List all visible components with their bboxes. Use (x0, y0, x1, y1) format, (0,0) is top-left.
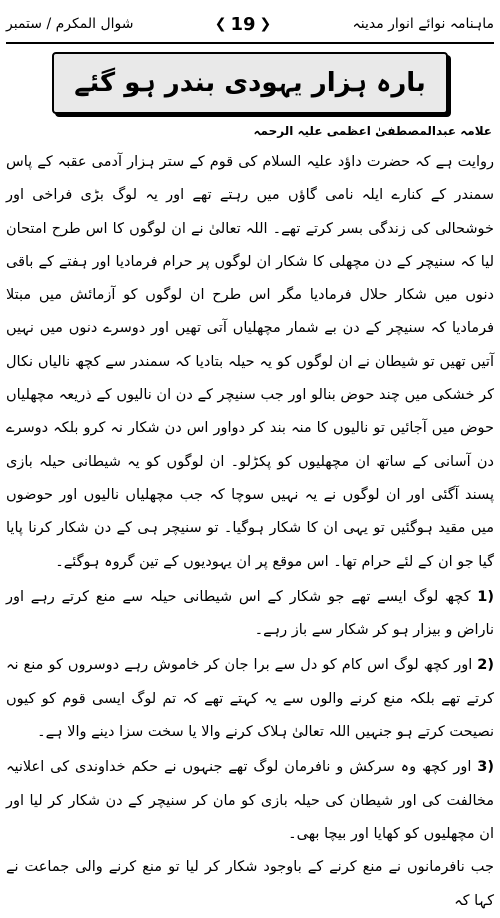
article-title: بارہ ہزار یہودی بندر ہو گئے (74, 68, 426, 98)
ornament-left-icon: ❮ (214, 16, 227, 32)
issue-label: شوال المکرم / ستمبر (6, 16, 134, 32)
intro-paragraph: روایت ہے کہ حضرت داؤد علیہ السلام کی قوم کے ستر ہزار آدمی عقبہ کے پاس سمندر کے کنارے ایلہ نامی گاؤں میں رہتے تھے اور یہ لوگ بڑی فراخی اور خوشحالی کی زندگی بسر کرتے تھے۔ اللہ تعالیٰ نے ان لوگوں کا اس طرح امتحان لیا کہ سنیچر کے دن مچھلی کا شکار ان لوگوں پر حرام فرمادیا اور ہفتے کے باقی دنوں میں شکار حلال فرمادیا مگر اس طرح ان لوگوں کو آزمائش میں مبتلا فرمادیا کہ سنیچر کے دن بے شمار مچھلیاں آتی تھیں اور دوسرے دنوں میں نہیں آتیں تھیں تو شیطان نے ان لوگوں کو یہ حیلہ بتادیا کہ سمندر سے کچھ نالیاں نکال کر خشکی میں چند حوض بنالو اور جب سنیچر کے دن ان نالیوں کے ذریعہ مچھلیاں حوض میں آجائیں تو نالیوں کا منہ بند کر دواور اس دن شکار نہ کرو بلکہ دوسرے دن آسانی کے ساتھ ان مچھلیوں کو پکڑلو۔ ان لوگوں کو یہ شیطانی حیلہ بازی پسند آگئی اور ان لوگوں نے یہ نہیں سوچا کہ جب مچھلیاں نالیوں اور حوضوں میں مقید ہوگئیں تو یہی ان کا شکار ہوگیا۔ تو سنیچر ہی کے دن شکار کرنا پایا گیا جو ان کے لئے حرام تھا۔ اس موقع پر ان یہودیوں کے تین گروہ ہوگئے۔ (6, 154, 494, 570)
page-number: 19 (230, 13, 256, 35)
page-number-box (215, 14, 272, 35)
article-body (6, 146, 495, 909)
ornament-right-icon: ❯ (259, 16, 272, 32)
group-text: اور کچھ وہ سرکش و نافرمان لوگ تھے جنہوں نے حکم خداوندی کی اعلانیہ مخالفت کی اور شیطان کی حیلہ بازی کو مان کر سنیچر کے دن شکار کر لیا اور ان مچھلیوں کو کھایا اور بیچا بھی۔ (6, 759, 494, 842)
article-author: علامہ عبدالمصطفیٰ اعظمی علیہ الرحمہ (253, 124, 492, 138)
closing-paragraph: جب نافرمانوں نے منع کرنے کے باوجود شکار کر لیا تو منع کرنے والی جماعت نے کہا کہ (6, 859, 494, 909)
group-number: (2 (477, 657, 494, 674)
group-number: (3 (477, 759, 495, 776)
group-item-2 (6, 649, 494, 749)
page-header (6, 6, 494, 44)
magazine-name: ماہنامہ نوائے انوار مدینہ (352, 16, 494, 32)
group-number: (1 (477, 588, 495, 605)
group-text: اور کچھ لوگ اس کام کو دل سے برا جان کر خاموش رہے دوسروں کو منع نہ کرتے تھے بلکہ منع کرنے والوں سے یہ کہتے تھے کہ تم لوگ ایسی قوم کو کیوں نصیحت کرتے ہو جنہیں اللہ تعالیٰ ہلاک کرنے والا یا سخت سزا دینے والا ہے۔ (6, 657, 494, 741)
article-title-banner (52, 52, 448, 114)
group-item-3 (6, 751, 494, 851)
group-item-1 (6, 581, 494, 648)
title-banner-wrap (0, 52, 500, 114)
group-text: کچھ لوگ ایسے تھے جو شکار کے اس شیطانی حیلہ سے منع کرتے رہے اور ناراض و بیزار ہو کر شکار سے باز رہے۔ (6, 588, 494, 639)
